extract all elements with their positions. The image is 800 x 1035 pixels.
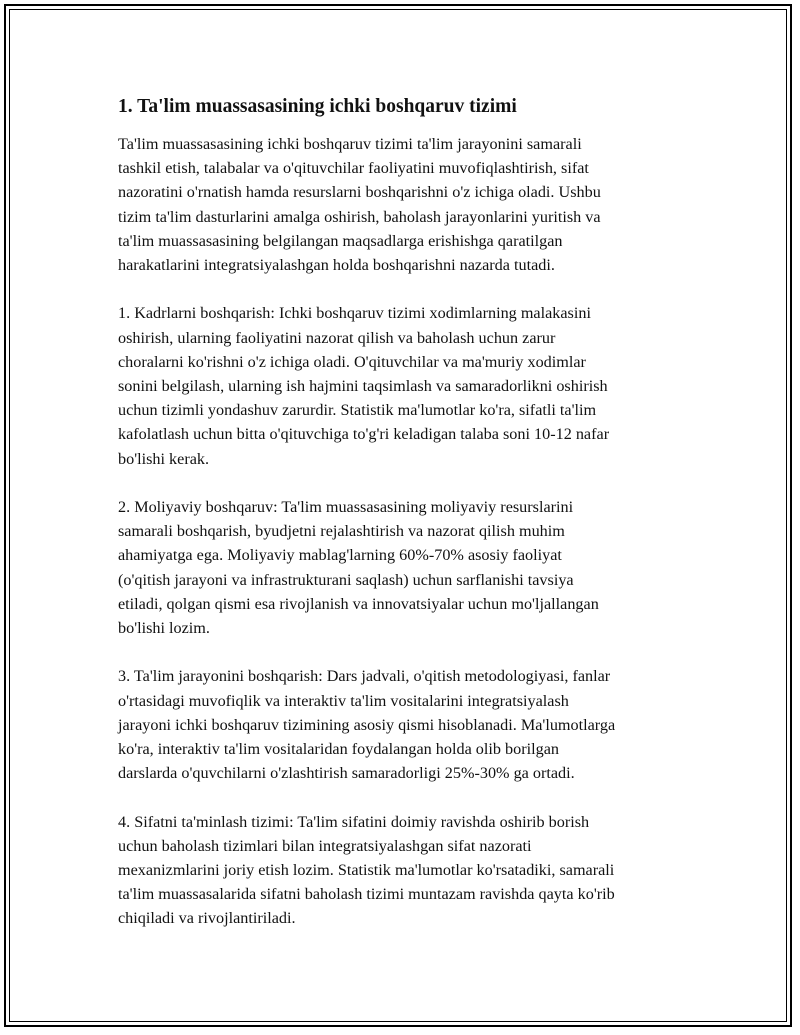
section-quality-assurance: [118, 810, 698, 931]
document-body: [118, 94, 698, 955]
intro-paragraph: [118, 132, 698, 277]
text-line: 4. Sifatni ta'minlash tizimi: Ta'lim sifatini doimiy ravishda oshirib borish: [118, 812, 590, 831]
text-line: uchun tizimli yondashuv zarurdir. Statistik ma'lumotlar ko'ra, sifatli ta'lim: [118, 401, 597, 420]
text-line: tashkil etish, talabalar va o'qituvchilar faoliyatini muvofiqlashtirish, sifat: [118, 159, 589, 178]
section-financial-management: [118, 495, 698, 640]
text-line: uchun baholash tizimlari bilan integratsiyalashgan sifat nazorati: [118, 836, 532, 855]
text-line: chiqiladi va rivojlantiriladi.: [118, 909, 296, 928]
section-education-process: [118, 664, 698, 785]
text-line: o'rtasidagi muvofiqlik va interaktiv ta'lim vositalarini integratsiyalash: [118, 691, 569, 710]
text-line: Ta'lim muassasasining ichki boshqaruv tizimi ta'lim jarayonini samarali: [118, 135, 582, 153]
text-line: 1. Kadrlarni boshqarish: Ichki boshqaruv tizimi xodimlarning malakasini: [118, 304, 591, 323]
text-line: darslarda o'quvchilarni o'zlashtirish samaradorligi 25%-30% ga ortadi.: [118, 764, 575, 783]
text-line: 3. Ta'lim jarayonini boshqarish: Dars jadvali, o'qitish metodologiyasi, fanlar: [118, 667, 611, 686]
text-line: ta'lim muassasasining belgilangan maqsadlarga erishishga qaratilgan: [118, 231, 563, 250]
text-line: kafolatlash uchun bitta o'qituvchiga to'g'ri keladigan talaba soni 10-12 nafar: [118, 425, 610, 444]
text-line: tizim ta'lim dasturlarini amalga oshirish, baholash jarayonlarini yuritish va: [118, 207, 601, 226]
text-line: ahamiyatga ega. Moliyaviy mablag'larning 60%-70% asosiy faoliyat: [118, 546, 562, 565]
text-line: oshirish, ularning faoliyatini nazorat qilish va baholash uchun zarur: [118, 328, 556, 347]
text-line: etiladi, qolgan qismi esa rivojlanish va innovatsiyalar uchun mo'ljallangan: [118, 594, 599, 613]
section-staff-management: [118, 301, 698, 470]
text-line: (o'qitish jarayoni va infrastrukturani saqlash) uchun sarflanishi tavsiya: [118, 570, 574, 589]
text-line: bo'lishi lozim.: [118, 619, 210, 638]
document-title: 1. Ta'lim muassasasining ichki boshqaruv tizimi: [118, 96, 517, 117]
text-line: ko'ra, interaktiv ta'lim vositalaridan foydalangan holda olib borilgan: [118, 740, 559, 759]
text-line: choralarni ko'rishni o'z ichiga oladi. O'qituvchilar va ma'muriy xodimlar: [118, 352, 586, 371]
text-line: ta'lim muassasalarida sifatni baholash tizimi muntazam ravishda qayta ko'rib: [118, 885, 615, 904]
text-line: jarayoni ichki boshqaruv tizimining asosiy qismi hisoblanadi. Ma'lumotlarga: [118, 715, 616, 734]
text-line: 2. Moliyaviy boshqaruv: Ta'lim muassasasining moliyaviy resurslarini: [118, 498, 574, 517]
text-line: harakatlarini integratsiyalashgan holda boshqarishni nazarda tutadi.: [118, 256, 555, 275]
text-line: samarali boshqarish, byudjetni rejalashtirish va nazorat qilish muhim: [118, 522, 565, 541]
text-line: bo'lishi kerak.: [118, 449, 210, 468]
text-line: sonini belgilash, ularning ish hajmini taqsimlash va samaradorlikni oshirish: [118, 377, 608, 396]
text-line: mexanizmlarini joriy etish lozim. Statistik ma'lumotlar ko'rsatadiki, samarali: [118, 861, 615, 880]
text-line: nazoratini o'rnatish hamda resurslarni boshqarishni o'z ichiga oladi. Ushbu: [118, 183, 601, 202]
